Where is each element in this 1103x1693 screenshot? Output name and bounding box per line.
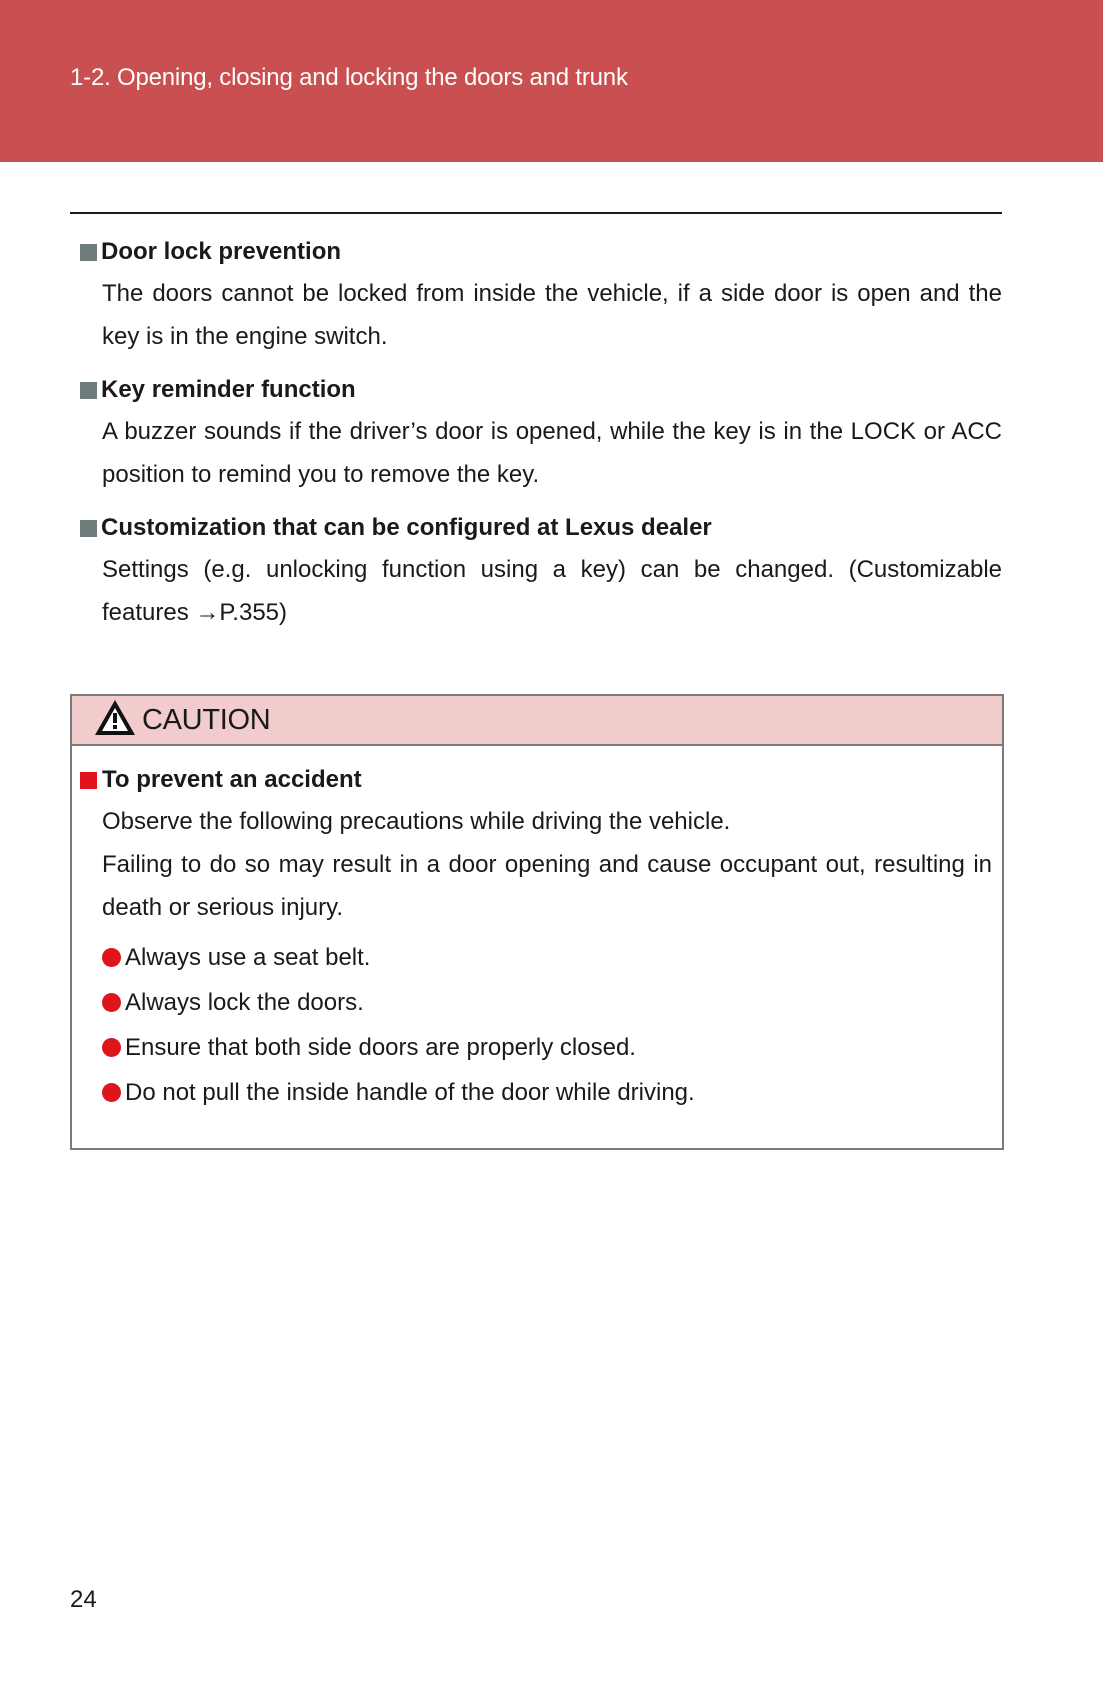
- list-item-text: Always use a seat belt.: [125, 943, 371, 971]
- section-heading: [70, 232, 1002, 272]
- list-item: [102, 980, 1002, 1025]
- section-body: A buzzer sounds if the driver’s door is opened, while the key is in the LOCK or ACC position to remind you to remove the key.: [102, 418, 1002, 488]
- section-heading: [70, 370, 1002, 410]
- list-item: [102, 1025, 1002, 1070]
- section-body: The doors cannot be locked from inside the vehicle, if a side door is open and the key is in the engine switch.: [102, 280, 1002, 350]
- list-item: [102, 935, 1002, 980]
- red-square-bullet-icon: [80, 772, 97, 789]
- caution-heading-text: To prevent an accident: [102, 766, 362, 793]
- section-door-lock-prevention: [70, 232, 1002, 358]
- page-number: 24: [70, 1586, 97, 1613]
- red-dot-bullet-icon: [102, 1038, 121, 1057]
- caution-content: [72, 746, 1002, 1115]
- chapter-title: 1-2. Opening, closing and locking the doors and trunk: [70, 64, 628, 91]
- caution-heading: [72, 760, 1002, 800]
- warning-triangle-icon: [94, 699, 136, 741]
- list-item-text: Always lock the doors.: [125, 988, 364, 1016]
- section-body: Settings (e.g. unlocking function using a key) can be changed. (Customizable features →P.355): [102, 556, 1002, 626]
- list-item-text: Ensure that both side doors are properly closed.: [125, 1033, 636, 1061]
- list-item-text: Do not pull the inside handle of the door while driving.: [125, 1078, 695, 1106]
- square-bullet-icon: [80, 382, 97, 399]
- section-key-reminder: [70, 370, 1002, 496]
- red-dot-bullet-icon: [102, 1083, 121, 1102]
- section-customization: [70, 508, 1002, 634]
- main-content: [70, 232, 1002, 646]
- caution-list: [102, 935, 1002, 1115]
- section-heading-text: Key reminder function: [101, 376, 356, 403]
- caution-body-line: Observe the following precautions while driving the vehicle.: [102, 808, 731, 835]
- caution-body-line: Failing to do so may result in a door opening and cause occupant out, resulting in death or serious injury.: [102, 851, 992, 921]
- square-bullet-icon: [80, 244, 97, 261]
- section-heading: [70, 508, 1002, 548]
- section-heading-text: Customization that can be configured at Lexus dealer: [101, 514, 712, 541]
- header-band: [0, 0, 1103, 162]
- caution-box: [70, 694, 1004, 1150]
- caution-header: [72, 696, 1002, 746]
- top-divider: [70, 212, 1002, 214]
- red-dot-bullet-icon: [102, 993, 121, 1012]
- section-heading-text: Door lock prevention: [101, 238, 342, 265]
- square-bullet-icon: [80, 520, 97, 537]
- red-dot-bullet-icon: [102, 948, 121, 967]
- caution-label: CAUTION: [142, 703, 271, 736]
- list-item: [102, 1070, 1002, 1115]
